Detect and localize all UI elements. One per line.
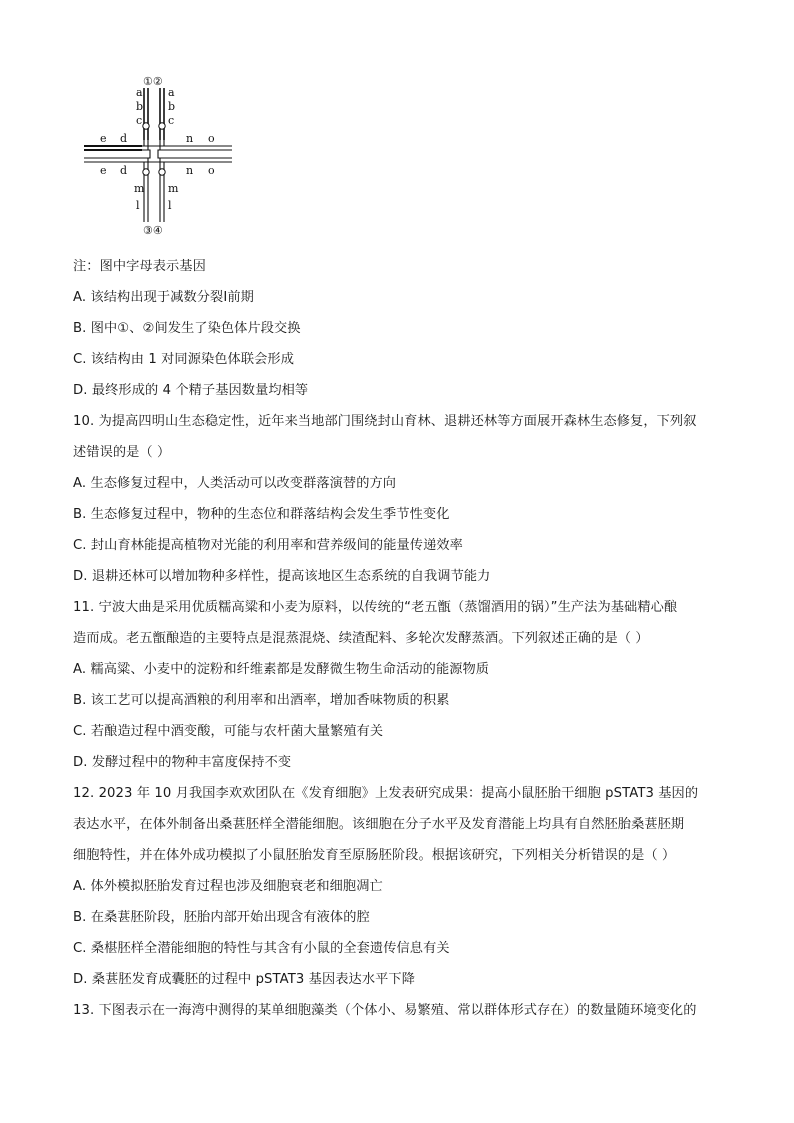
question-12-stem-cont: 表达水平，在体外制备出桑葚胚样全潜能细胞。该细胞在分子水平及发育潜能上均具有自然胚胎桑葚胚期 [73, 817, 685, 832]
gene-label: e [100, 132, 107, 145]
upper-chromosomes [144, 88, 164, 140]
option-c: C. 该结构由 1 对同源染色体联会形成 [73, 352, 294, 367]
gene-label: d [120, 132, 128, 145]
option-d: D. 最终形成的 4 个精子基因数量均相等 [73, 383, 309, 398]
option-b: B. 图中①、②间发生了染色体片段交换 [73, 321, 301, 336]
gene-label: c [168, 114, 175, 127]
gene-label: a [136, 86, 143, 99]
option-c: C. 桑椹胚样全潜能细胞的特性与其含有小鼠的全套遗传信息有关 [73, 941, 450, 956]
option-b: B. 在桑葚胚阶段，胚胎内部开始出现含有液体的腔 [73, 910, 370, 925]
option-a: A. 体外模拟胚胎发育过程也涉及细胞衰老和细胞凋亡 [73, 879, 383, 894]
option-a: A. 生态修复过程中，人类活动可以改变群落演替的方向 [73, 476, 397, 491]
gene-label: n [186, 132, 194, 145]
question-11-stem: 11. 宁波大曲是采用优质糯高粱和小麦为原料，以传统的“老五甑（蒸馏酒用的锅）”生产法为基础精心酿 [73, 600, 678, 615]
top-number-labels: ①② [143, 75, 163, 88]
option-d: D. 退耕还林可以增加物种多样性，提高该地区生态系统的自我调节能力 [73, 569, 491, 584]
synapsis-cross-figure [80, 74, 240, 236]
option-d: D. 发酵过程中的物种丰富度保持不变 [73, 755, 292, 770]
gene-label: m [134, 182, 145, 195]
gene-label: b [168, 100, 176, 113]
gene-label: e [100, 164, 107, 177]
option-c: C. 若酿造过程中酒变酸，可能与农杆菌大量繁殖有关 [73, 724, 384, 739]
question-13-stem: 13. 下图表示在一海湾中测得的某单细胞藻类（个体小、易繁殖、常以群体形式存在）的数量随环境变化的 [73, 1003, 697, 1018]
option-b: B. 该工艺可以提高酒粮的利用率和出酒率，增加香味物质的积累 [73, 693, 450, 708]
centromeres [143, 123, 165, 175]
gene-label: n [186, 164, 194, 177]
gene-label: b [136, 100, 144, 113]
question-10-stem-cont: 述错误的是（ ） [73, 445, 171, 460]
gene-label: o [208, 132, 215, 145]
figure-note: 注：图中字母表示基因 [73, 259, 206, 274]
option-a: A. 该结构出现于减数分裂Ⅰ前期 [73, 290, 254, 305]
right-chromosomes [166, 146, 232, 162]
gene-label: m [168, 182, 179, 195]
gene-label: c [136, 114, 143, 127]
gene-label: o [208, 164, 215, 177]
option-c: C. 封山育林能提高植物对光能的利用率和营养级间的能量传递效率 [73, 538, 463, 553]
gene-label: l [168, 199, 172, 212]
question-12-stem: 12. 2023 年 10 月我国李欢欢团队在《发育细胞》上发表研究成果：提高小鼠胚胎干细胞 pSTAT3 基因的 [73, 786, 699, 801]
center-crossing [142, 140, 166, 170]
question-12-stem-cont: 细胞特性，并在体外成功模拟了小鼠胚胎发育至原肠胚阶段。根据该研究，下列相关分析错误的是（ ） [73, 848, 676, 863]
gene-label: l [136, 199, 140, 212]
gene-label: d [120, 164, 128, 177]
question-11-stem-cont: 造而成。老五甑酿造的主要特点是混蒸混烧、续渣配料、多轮次发酵蒸酒。下列叙述正确的是（ ） [73, 631, 649, 646]
question-10-stem: 10. 为提高四明山生态稳定性，近年来当地部门围绕封山育林、退耕还林等方面展开森林生态修复，下列叙 [73, 414, 697, 429]
lower-chromosomes [144, 170, 164, 222]
option-a: A. 糯高粱、小麦中的淀粉和纤维素都是发酵微生物生命活动的能源物质 [73, 662, 490, 677]
option-b: B. 生态修复过程中，物种的生态位和群落结构会发生季节性变化 [73, 507, 450, 522]
gene-label: a [168, 86, 175, 99]
left-chromosomes [84, 146, 142, 162]
bottom-number-labels: ③④ [143, 224, 163, 236]
option-d: D. 桑葚胚发育成囊胚的过程中 pSTAT3 基因表达水平下降 [73, 972, 415, 987]
